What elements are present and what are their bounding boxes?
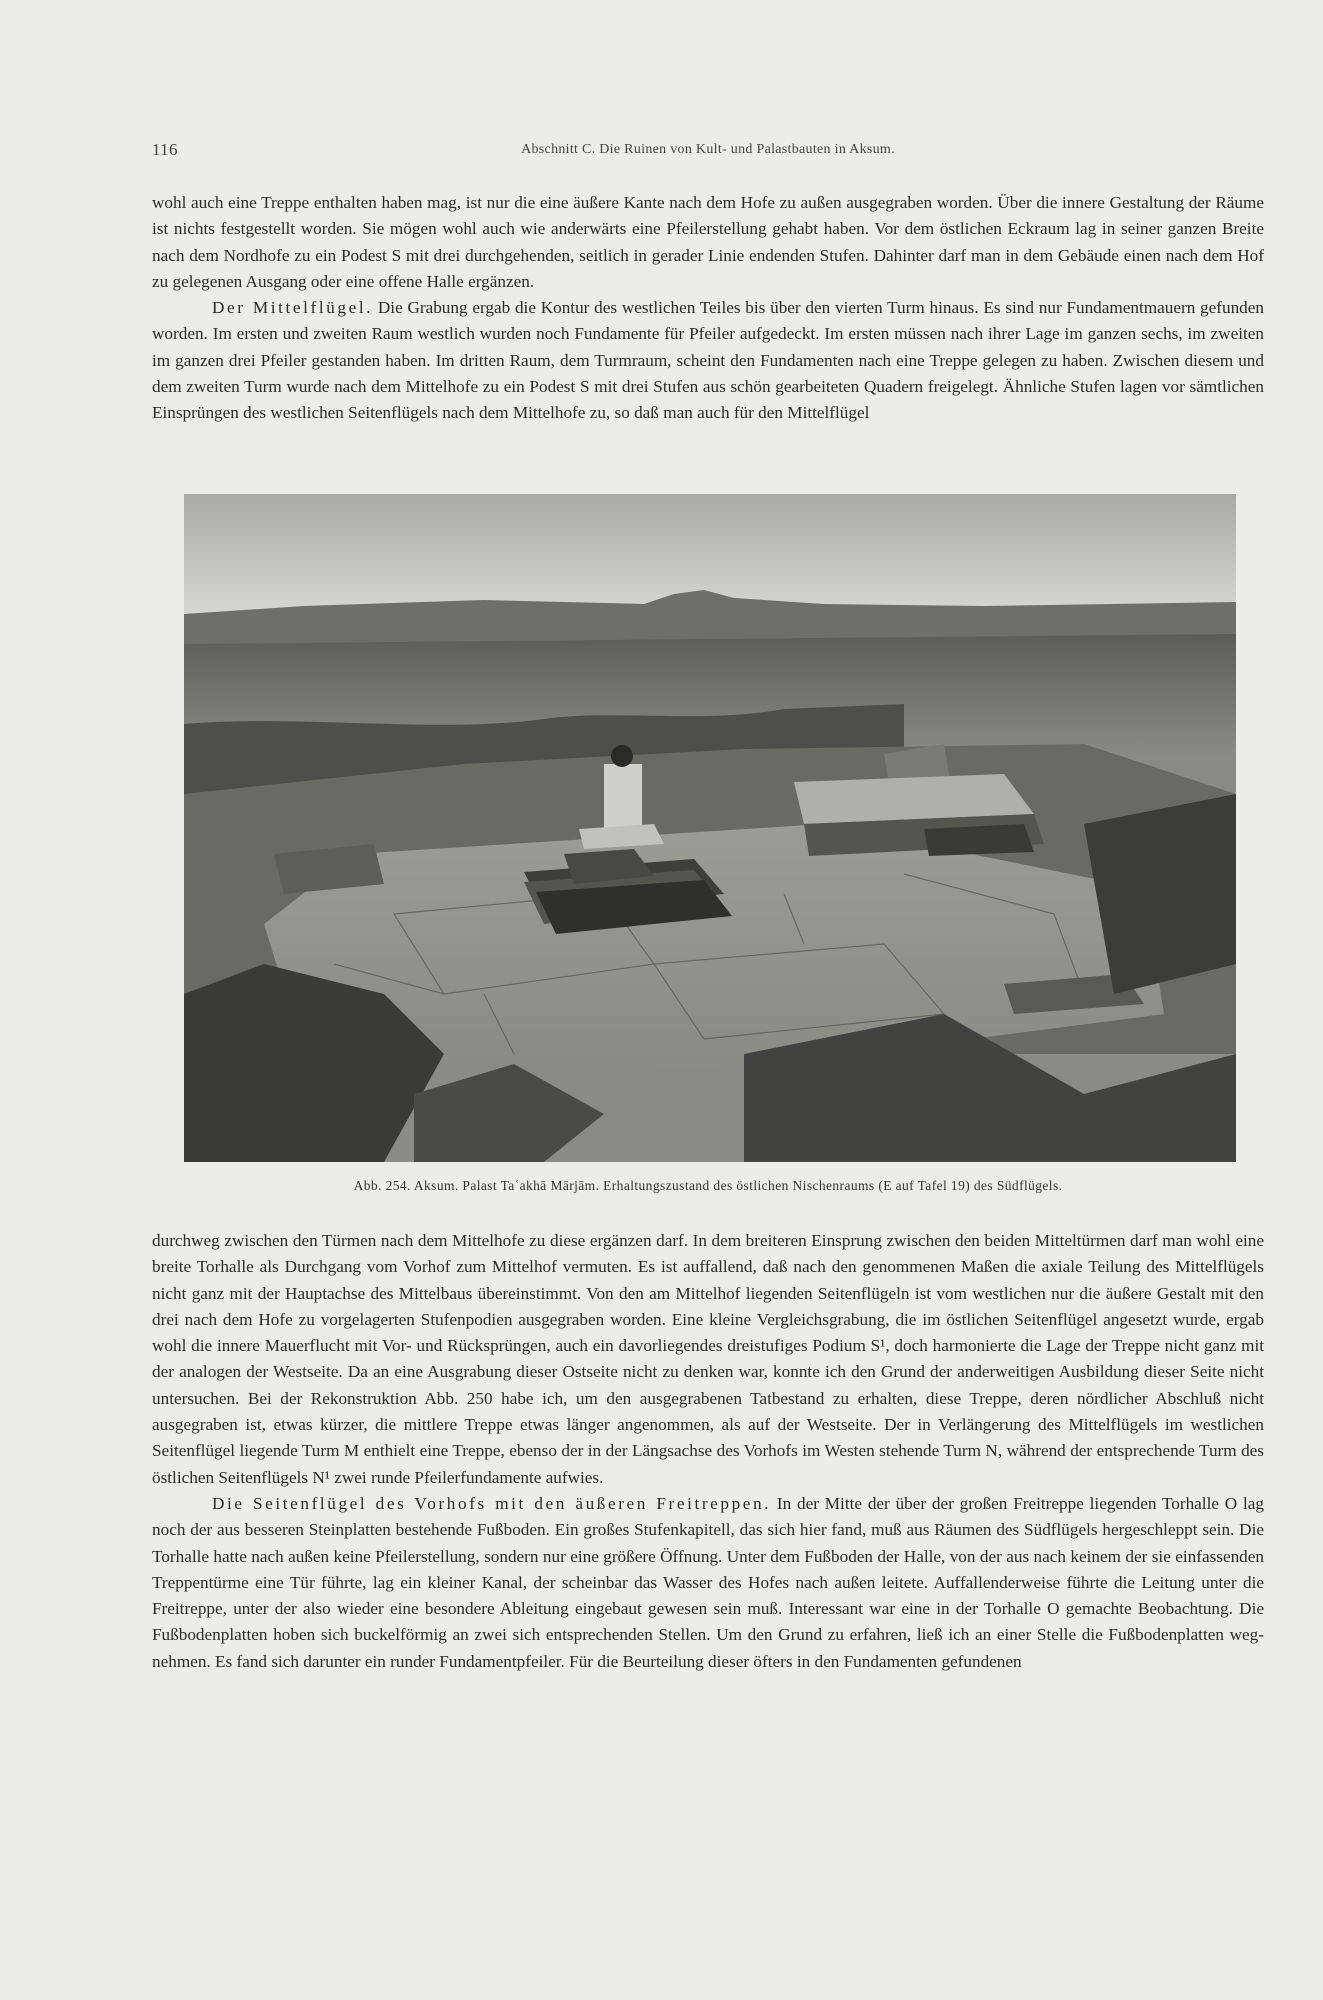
figure-caption: Abb. 254. Aksum. Palast Taʿakhā Mārjām. Erhaltungszustand des östlichen Nischenraums (E auf Tafel 19) des Südflügels. [353,1178,1063,1193]
paragraph [152,1491,1264,1675]
section-lead: Die Seitenflügel des Vorhofs mit den äußeren Freitreppen. [212,1493,772,1513]
page-header [152,140,1264,164]
photograph-ruins [184,494,1236,1162]
page-number: 116 [152,140,178,159]
paragraph [152,295,1264,426]
text-block-bottom [152,1228,1264,1675]
paragraph-body: In der Mitte der über der großen Freitreppe liegenden Torhalle O lag noch der aus besseren Steinplatten bestehende Fußboden. Ein großes Stufenkapitell, das sich hier fand, muß aus Räumen des Südflügels hergeschleppt sein. Die Torhalle hatte nach außen keine Pfeilerstellung, sondern nur eine größere Öffnung. Unter dem Fußboden der Halle, von der aus nach keinem der sie einfassenden Treppentürme eine Tür führte, lag ein kleiner Kanal, der scheinbar das Wasser des Hofes nach außen leitete. Auffallenderweise führte die Leitung unter die Freitreppe, unter der also wieder eine besondere Ableitung eingebaut gewesen sein muß. Interessant war eine in der Torhalle O gemachte Beobachtung. Die Fußbodenplatten hoben sich buckelförmig an zwei sich entsprechenden Stellen. Um den Grund zu erfahren, ließ ich an einer Stelle die Fußbodenplatten wegnehmen. Es fand sich darunter ein runder Fundamentpfeiler. Für die Beurteilung dieser öfters in den Fundamenten gefundenen [152,1493,1265,1671]
paragraph: durchweg zwischen den Türmen nach dem Mittelhofe zu diese ergänzen darf. In dem breiteren Einsprung zwischen den beiden Mitteltürmen darf man wohl eine breite Torhalle als Durchgang vom Vorhof zum Mittelhof vermuten. Es ist auffallend, daß nach den genommenen Maßen die axiale Teilung des Mittelflügels nicht ganz mit der Hauptachse des Mittelbaus übereinstimmt. Von den am Mittelhof liegenden Seitenflügeln ist vom westlichen nur die äußere Gestalt mit den drei nach dem Hofe zu vorgelagerten Stufenpodien ausgegraben worden. Eine kleine Vergleichsgrabung, die im östlichen Seitenflügel angesetzt wurde, ergab wohl die innere Mauerflucht mit Vor- und Rücksprüngen, auch ein davorliegendes dreistufiges Podium S¹, doch harmonierte die Lage der Treppe nicht ganz mit der analogen der Westseite. Da an eine Ausgrabung dieser Ostseite nicht zu denken war, konnte ich den Grund der anderweitigen Ausbildung dieser Seite nicht untersuchen. Bei der Rekonstruktion Abb. 250 habe ich, um den ausgegrabenen Tatbestand zu erhalten, diese Treppe, deren nördlicher Abschluß nicht ausgegraben ist, etwas kürzer, die mittlere Treppe etwas länger angenommen, als auf der Westseite. Der in Verlängerung des Mittelflügels im westlichen Seitenflügel liegende Turm M enthielt eine Treppe, ebenso der in der Längsachse des Vorhofs im Westen stehende Turm N, während der entsprechende Turm des östlichen Seitenflügels N¹ zwei runde Pfeilerfundamente aufwies. [152,1231,1264,1487]
running-head: Abschnitt C. Die Ruinen von Kult- und Palastbauten in Aksum. [521,142,895,157]
section-lead: Der Mittelflügel. [212,298,374,318]
paragraph: wohl auch eine Treppe enthalten haben mag, ist nur die eine äußere Kante nach dem Hofe zu außen ausgegraben worden. Über die innere Gestaltung der Räume ist nichts festgestellt worden. Sie mögen wohl auch wie anderwärts eine Pfeilerstellung gehabt haben. Vor dem östlichen Eckraum lag in seiner ganzen Breite nach dem Nordhofe zu ein Podest S mit drei durchgehenden, seitlich in gerader Linie endenden Stufen. Dahinter darf man in dem Gebäude einen nach dem Hof zu gelegenen Ausgang oder eine offene Halle ergänzen. [152,193,1264,291]
text-block-top [152,190,1264,427]
paragraph-body: Die Grabung ergab die Kontur des westlichen Teiles bis über den vierten Turm hinaus. Es sind nur Fundamentmauern gefunden worden. Im ersten und zweiten Raum westlich wurden noch Fundamente für Pfeiler aufgedeckt. Im ersten müssen nach ihrer Lage im ganzen sechs, im zweiten im ganzen drei Pfeiler gestanden haben. Im dritten Raum, dem Turmraum, scheint den Fundamenten nach eine Treppe gelegen zu haben. Zwischen diesem und dem zweiten Turm wurde nach dem Mittelhofe zu ein Podest S mit drei Stufen aus schön gearbeiteten Quadern freigelegt. Ähnliche Stufen lagen vor sämtlichen Einsprüngen des westlichen Seitenflügels nach dem Mittelhofe zu, so daß man auch für den Mittelflügel [152,298,1264,423]
photograph-drawing [184,494,1236,1162]
